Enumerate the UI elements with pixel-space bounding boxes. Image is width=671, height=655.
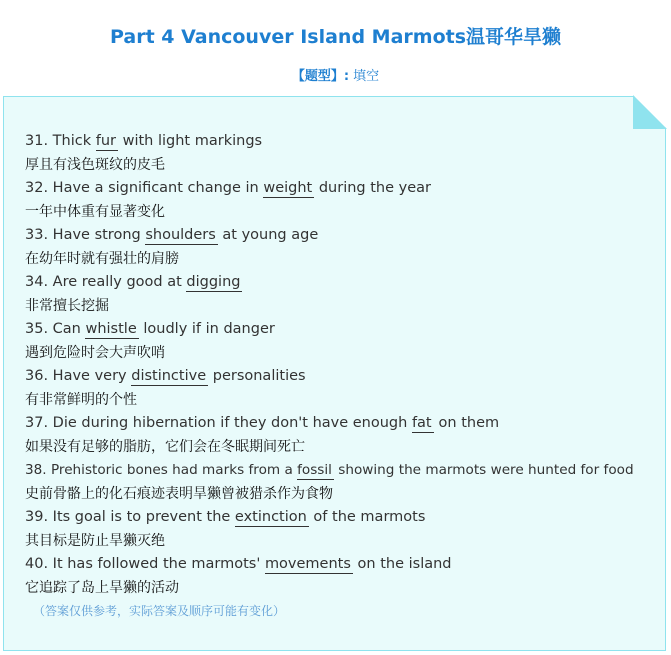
folded-corner-icon bbox=[633, 95, 667, 129]
page-title: Part 4 Vancouver Island Marmots温哥华旱獭 bbox=[109, 26, 562, 48]
answer-blank: whistle bbox=[85, 321, 137, 337]
answer-blank: shoulders bbox=[145, 227, 216, 243]
question-prefix: 40. It has followed the marmots' bbox=[25, 556, 265, 572]
question-text bbox=[25, 177, 661, 201]
list-item bbox=[25, 271, 661, 318]
question-type-label: 【题型】: bbox=[291, 69, 350, 84]
question-suffix: on them bbox=[433, 415, 500, 431]
list-item bbox=[25, 459, 661, 506]
question-suffix: of the marmots bbox=[308, 509, 426, 525]
answer-blank: fossil bbox=[297, 462, 332, 478]
list-item bbox=[25, 553, 661, 600]
question-suffix: loudly if in danger bbox=[138, 321, 275, 337]
list-item bbox=[25, 365, 661, 412]
question-type-value: 填空 bbox=[353, 69, 380, 84]
question-prefix: 32. Have a significant change in bbox=[25, 180, 264, 196]
question-text bbox=[25, 459, 661, 483]
question-prefix: 33. Have strong bbox=[25, 227, 146, 243]
chinese-translation: 如果没有足够的脂肪，它们会在冬眠期间死亡 bbox=[25, 438, 305, 455]
chinese-translation: 一年中体重有显著变化 bbox=[25, 203, 165, 220]
list-item bbox=[25, 130, 661, 177]
question-prefix: 37. Die during hibernation if they don't have enough bbox=[25, 415, 412, 431]
question-prefix: 34. Are really good at bbox=[25, 274, 187, 290]
chinese-translation: 非常擅长挖掘 bbox=[25, 297, 109, 314]
question-suffix: at young age bbox=[217, 227, 319, 243]
answer-blank: extinction bbox=[234, 509, 307, 525]
question-suffix: during the year bbox=[314, 180, 431, 196]
question-text bbox=[25, 412, 661, 436]
question-suffix: on the island bbox=[352, 556, 452, 572]
question-prefix: 38. Prehistoric bones had marks from a bbox=[25, 462, 298, 478]
question-prefix: 36. Have very bbox=[25, 368, 132, 384]
answer-blank: movements bbox=[264, 556, 351, 572]
question-text bbox=[25, 318, 661, 342]
answer-blank: weight bbox=[263, 180, 313, 196]
answer-blank: digging bbox=[186, 274, 241, 290]
list-item bbox=[25, 412, 661, 459]
chinese-translation: 史前骨骼上的化石痕迹表明旱獭曾被猎杀作为食物 bbox=[25, 485, 333, 502]
chinese-translation: 遇到危险时会大声吹哨 bbox=[25, 344, 165, 361]
chinese-translation: 有非常鲜明的个性 bbox=[25, 391, 137, 408]
question-text bbox=[25, 130, 661, 154]
answer-blank: distinctive bbox=[131, 368, 207, 384]
question-suffix: personalities bbox=[208, 368, 306, 384]
list-item bbox=[25, 506, 661, 553]
question-text bbox=[25, 224, 661, 248]
chinese-translation: 它追踪了岛上旱獭的活动 bbox=[25, 579, 179, 596]
question-text bbox=[25, 506, 661, 530]
answer-list bbox=[25, 130, 661, 620]
chinese-translation: 厚且有浅色斑纹的皮毛 bbox=[25, 156, 165, 173]
disclaimer-note: （答案仅供参考，实际答案及顺序可能有变化） bbox=[33, 604, 286, 618]
answer-blank: fur bbox=[95, 133, 116, 149]
question-prefix: 35. Can bbox=[25, 321, 86, 337]
chinese-translation: 其目标是防止旱獭灭绝 bbox=[25, 532, 165, 549]
question-type bbox=[0, 65, 671, 84]
question-suffix: showing the marmots were hunted for food bbox=[333, 462, 634, 478]
question-text bbox=[25, 553, 661, 577]
question-prefix: 39. Its goal is to prevent the bbox=[25, 509, 235, 525]
question-text bbox=[25, 365, 661, 389]
list-item bbox=[25, 224, 661, 271]
list-item bbox=[25, 177, 661, 224]
list-item bbox=[25, 318, 661, 365]
question-suffix: with light markings bbox=[118, 133, 263, 149]
question-text bbox=[25, 271, 661, 295]
question-prefix: 31. Thick bbox=[25, 133, 96, 149]
chinese-translation: 在幼年时就有强壮的肩膀 bbox=[25, 250, 179, 267]
answer-card bbox=[3, 96, 666, 651]
answer-blank: fat bbox=[412, 415, 434, 433]
